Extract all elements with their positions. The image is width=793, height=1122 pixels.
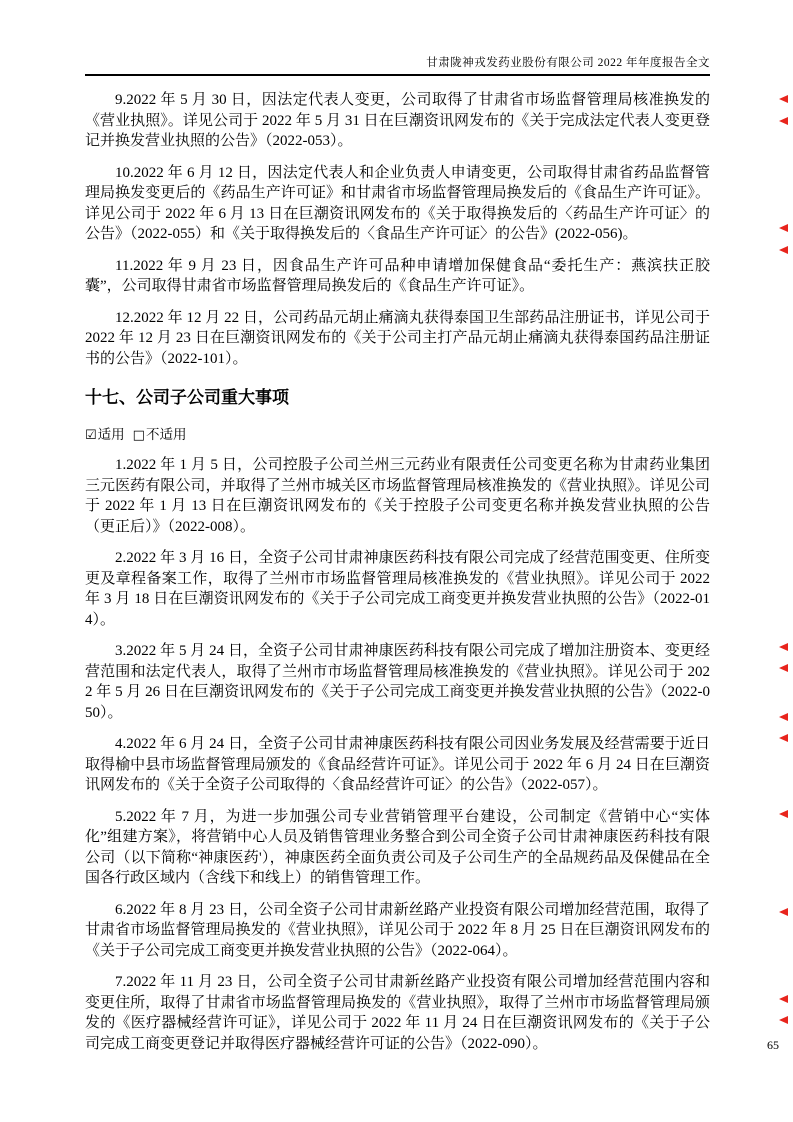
paragraph-7: 7.2022 年 11 月 23 日，公司全资子公司甘肃新丝路产业投资有限公司增加经营范围内容和变更住所，取得了甘肃省市场监督管理局换发的《营业执照》，取得了兰州市市场监督管理局颁发的《医疗器械经营许可证》，详见公司于 2022 年 11 月 24 日在巨潮资讯网发布的《关于子公司完成工商变更登记并取得医疗器械经营许可证的公告》（2022-090）。 (85, 974, 710, 1052)
revision-mark-icon (779, 643, 788, 651)
revision-mark-icon (779, 734, 788, 742)
not-applicable-label: 不适用 (145, 427, 187, 442)
revision-mark-icon (779, 908, 788, 916)
revision-mark-icon (779, 117, 788, 125)
paragraph-2: 2.2022 年 3 月 16 日，全资子公司甘肃神康医药科技有限公司完成了经营范围变更、住所变更及章程备案工作，取得了兰州市市场监督管理局核准换发的《营业执照》。详见公司于 2022 年 3 月 18 日在巨潮资讯网发布的《关于子公司完成工商变更并换发营业执照的公告》（2022-014）。 (85, 550, 710, 628)
revision-mark-icon (779, 95, 788, 103)
paragraph-3: 3.2022 年 5 月 24 日，全资子公司甘肃神康医药科技有限公司完成了增加注册资本、变更经营范围和法定代表人，取得了兰州市市场监督管理局核准换发的《营业执照》。详见公司于 2022 年 5 月 26 日在巨潮资讯网发布的《关于子公司完成工商变更并换发营业执照的公告》（2022-050）。 (85, 643, 710, 721)
paragraph-1: 1.2022 年 1 月 5 日，公司控股子公司兰州三元药业有限责任公司变更名称为甘肃药业集团三元医药有限公司，并取得了兰州市城关区市场监督管理局核准换发的《营业执照》。详见公司于 2022 年 1 月 13 日在巨潮资讯网发布的《关于控股子公司变更名称并换发营业执照的公告（更正后）》（2022-008）。 (85, 457, 710, 535)
applicability-row (85, 426, 710, 444)
page-header-title: 甘肃陇神戎发药业股份有限公司 2022 年年度报告全文 (426, 57, 710, 69)
page-number: 65 (767, 1038, 779, 1052)
applicable-label: 适用 (97, 427, 125, 442)
revision-mark-icon (779, 224, 788, 232)
paragraph-6: 6.2022 年 8 月 23 日，公司全资子公司甘肃新丝路产业投资有限公司增加经营范围，取得了甘肃省市场监督管理局换发的《营业执照》，详见公司于 2022 年 8 月 25 日在巨潮资讯网发布的《关于子公司完成工商变更并换发营业执照的公告》（2022-064）。 (85, 901, 710, 959)
revision-mark-icon (779, 995, 788, 1003)
paragraph-5: 5.2022 年 7 月，为进一步加强公司专业营销管理平台建设，公司制定《营销中心“实体化”组建方案》，将营销中心人员及销售管理业务整合到公司全资子公司甘肃神康医药科技有限公司（以下简称“神康医药'），神康医药全面负责公司及子公司生产的全品规药品及保健品在全国各行政区域内（含线下和线上）的销售管理工作。 (85, 808, 710, 886)
revision-mark-icon (779, 810, 788, 818)
not-applicable-checkbox-icon: □ (132, 428, 145, 443)
header-rule (85, 74, 710, 76)
paragraph-9: 9.2022 年 5 月 30 日，因法定代表人变更，公司取得了甘肃省市场监督管理局核准换发的《营业执照》。详见公司于 2022 年 5 月 31 日在巨潮资讯网发布的《关于完成法定代表人变更登记并换发营业执照的公告》（2022-053）。 (85, 92, 710, 149)
paragraph-11: 11.2022 年 9 月 23 日，因食品生产许可品种申请增加保健食品“委托生产：燕滨扶正胶囊”，公司取得甘肃省市场监督管理局换发后的《食品生产许可证》。 (85, 257, 710, 294)
paragraph-12: 12.2022 年 12 月 22 日，公司药品元胡止痛滴丸获得泰国卫生部药品注册证书，详见公司于 2022 年 12 月 23 日在巨潮资讯网发布的《关于公司主打产品元胡止痛滴丸获得泰国药品注册证书的公告》（2022-101）。 (85, 309, 710, 367)
page-content (85, 90, 710, 1065)
revision-mark-icon (779, 246, 788, 254)
revision-mark-icon (779, 713, 788, 721)
applicable-checkbox-icon: ☑ (85, 428, 97, 443)
revision-mark-icon (779, 664, 788, 672)
paragraph-4: 4.2022 年 6 月 24 日，全资子公司甘肃神康医药科技有限公司因业务发展及经营需要于近日取得榆中县市场监督管理局颁发的《食品经营许可证》。详见公司于 2022 年 6 月 24 日在巨潮资讯网发布的《关于全资子公司取得的〈食品经营许可证〉的公告》（2022-057）。 (85, 736, 710, 793)
section-heading: 十七、公司子公司重大事项 (85, 388, 289, 407)
paragraph-10: 10.2022 年 6 月 12 日，因法定代表人和企业负责人申请变更，公司取得甘肃省药品监督管理局换发变更后的《药品生产许可证》和甘肃省市场监督管理局换发后的《食品生产许可证》。详见公司于 2022 年 6 月 13 日在巨潮资讯网发布的《关于取得换发后的〈药品生产许可证〉的公告》（2022-055）和《关于取得换发后的〈食品生产许可证〉的公告》(2022-056)。 (85, 164, 710, 242)
revision-mark-icon (779, 1016, 788, 1024)
